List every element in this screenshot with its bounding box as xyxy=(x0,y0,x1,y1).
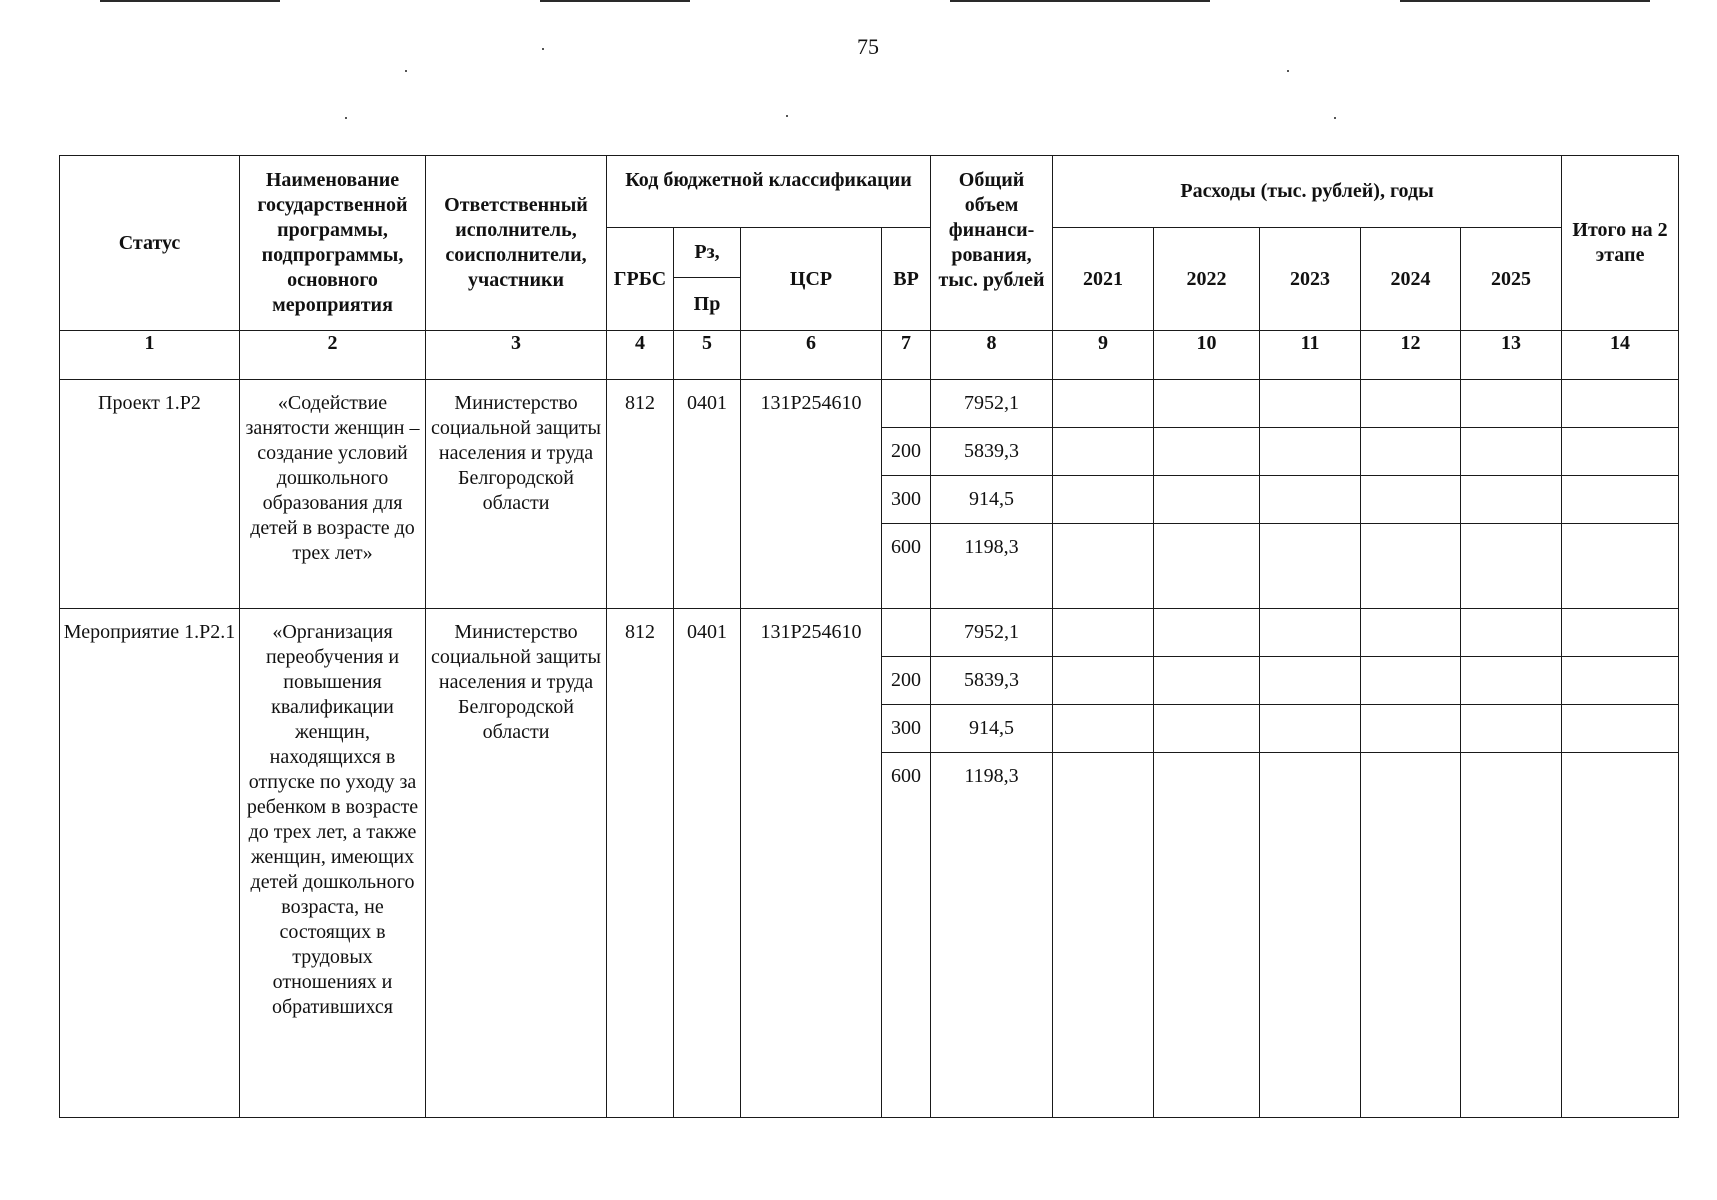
scan-edge-line xyxy=(540,0,690,2)
cell-2025 xyxy=(1461,705,1562,753)
cell-2022 xyxy=(1154,657,1260,705)
cell-2023 xyxy=(1260,380,1361,428)
page-number: 75 xyxy=(857,34,879,59)
row-amount: 914,5 xyxy=(931,476,1053,524)
row-status: Проект 1.Р2 xyxy=(60,380,240,609)
cell-2021 xyxy=(1053,657,1154,705)
header-rz-pr xyxy=(674,228,741,331)
budget-table xyxy=(59,155,1679,1118)
header-responsible: Ответственный исполнитель, соисполнители, участники xyxy=(426,156,607,331)
table-row xyxy=(60,609,1679,657)
row-csr: 131Р254610 xyxy=(741,380,882,609)
cell-stage-total xyxy=(1562,705,1679,753)
header-csr: ЦСР xyxy=(741,228,882,331)
cell-2022 xyxy=(1154,753,1260,1118)
cell-2021 xyxy=(1053,428,1154,476)
cell-2024 xyxy=(1361,524,1461,609)
cell-2025 xyxy=(1461,609,1562,657)
cell-2025 xyxy=(1461,753,1562,1118)
row-amount: 7952,1 xyxy=(931,609,1053,657)
column-number: 4 xyxy=(607,331,674,380)
row-rz-pr: 0401 xyxy=(674,609,741,1118)
header-rz: Рз, xyxy=(674,228,740,278)
scan-edge-line xyxy=(950,0,1210,2)
cell-2022 xyxy=(1154,380,1260,428)
cell-2023 xyxy=(1260,657,1361,705)
scan-edge-line xyxy=(1400,0,1650,2)
column-number: 5 xyxy=(674,331,741,380)
cell-2022 xyxy=(1154,705,1260,753)
row-amount: 914,5 xyxy=(931,705,1053,753)
cell-stage-total xyxy=(1562,753,1679,1118)
cell-2025 xyxy=(1461,380,1562,428)
cell-2023 xyxy=(1260,476,1361,524)
row-program-name: «Организация переобучения и повышения квалификации женщин, находящихся в отпуске по уходу за ребенком в возрасте до трех лет, а также женщин, имеющих детей дошкольного возраста, не состоящих в трудовых отношениях и обратившихся xyxy=(240,609,426,1118)
row-csr: 131Р254610 xyxy=(741,609,882,1118)
cell-2022 xyxy=(1154,428,1260,476)
cell-stage-total xyxy=(1562,524,1679,609)
cell-2024 xyxy=(1361,657,1461,705)
scan-speck xyxy=(786,115,788,117)
column-number: 3 xyxy=(426,331,607,380)
scan-speck xyxy=(345,117,347,119)
row-amount: 7952,1 xyxy=(931,380,1053,428)
row-responsible: Министерство социальной защиты населения и труда Белгородской области xyxy=(426,609,607,1118)
cell-2024 xyxy=(1361,428,1461,476)
header-pr: Пр xyxy=(693,292,721,315)
cell-2024 xyxy=(1361,705,1461,753)
row-program-name: «Содействие занятости женщин – создание условий дошкольного образования для детей в возрасте до трех лет» xyxy=(240,380,426,609)
row-vr: 200 xyxy=(882,428,931,476)
header-budget-code: Код бюджетной классификации xyxy=(607,156,931,228)
cell-2025 xyxy=(1461,657,1562,705)
header-row xyxy=(60,156,1679,228)
cell-2021 xyxy=(1053,380,1154,428)
scan-speck xyxy=(1287,70,1289,72)
row-vr: 300 xyxy=(882,476,931,524)
header-year-2025: 2025 xyxy=(1461,228,1562,331)
header-grbs: ГРБС xyxy=(607,228,674,331)
row-grbs: 812 xyxy=(607,380,674,609)
column-number-row xyxy=(60,331,1679,380)
header-year-2024: 2024 xyxy=(1361,228,1461,331)
header-year-2022: 2022 xyxy=(1154,228,1260,331)
header-stage-total: Итого на 2 этапе xyxy=(1562,156,1679,331)
column-number: 7 xyxy=(882,331,931,380)
row-amount: 5839,3 xyxy=(931,657,1053,705)
column-number: 12 xyxy=(1361,331,1461,380)
column-number: 10 xyxy=(1154,331,1260,380)
column-number: 14 xyxy=(1562,331,1679,380)
scan-speck xyxy=(405,70,407,72)
row-amount: 5839,3 xyxy=(931,428,1053,476)
row-vr xyxy=(882,609,931,657)
column-number: 1 xyxy=(60,331,240,380)
cell-stage-total xyxy=(1562,657,1679,705)
cell-2021 xyxy=(1053,609,1154,657)
header-program-name: Наименование государственной программы, подпрограммы, основного мероприятия xyxy=(240,156,426,331)
row-vr: 600 xyxy=(882,524,931,609)
cell-2023 xyxy=(1260,609,1361,657)
cell-2023 xyxy=(1260,753,1361,1118)
cell-2024 xyxy=(1361,609,1461,657)
header-year-2023: 2023 xyxy=(1260,228,1361,331)
row-vr: 200 xyxy=(882,657,931,705)
cell-stage-total xyxy=(1562,380,1679,428)
header-status: Статус xyxy=(60,156,240,331)
cell-2021 xyxy=(1053,476,1154,524)
cell-2024 xyxy=(1361,476,1461,524)
cell-2023 xyxy=(1260,705,1361,753)
cell-stage-total xyxy=(1562,609,1679,657)
cell-2023 xyxy=(1260,428,1361,476)
cell-2025 xyxy=(1461,524,1562,609)
row-vr: 600 xyxy=(882,753,931,1118)
row-status: Мероприятие 1.Р2.1 xyxy=(60,609,240,1118)
cell-stage-total xyxy=(1562,428,1679,476)
row-responsible: Министерство социальной защиты населения и труда Белгородской области xyxy=(426,380,607,609)
scan-edge-line xyxy=(100,0,280,2)
cell-2025 xyxy=(1461,476,1562,524)
cell-2021 xyxy=(1053,705,1154,753)
cell-stage-total xyxy=(1562,476,1679,524)
column-number: 13 xyxy=(1461,331,1562,380)
scan-speck xyxy=(1334,117,1336,119)
cell-2023 xyxy=(1260,524,1361,609)
table-row xyxy=(60,380,1679,428)
cell-2022 xyxy=(1154,476,1260,524)
row-vr: 300 xyxy=(882,705,931,753)
column-number: 11 xyxy=(1260,331,1361,380)
cell-2024 xyxy=(1361,753,1461,1118)
column-number: 2 xyxy=(240,331,426,380)
cell-2022 xyxy=(1154,609,1260,657)
cell-2022 xyxy=(1154,524,1260,609)
header-total-volume: Общий объем финанси-рования, тыс. рублей xyxy=(931,156,1053,331)
row-amount: 1198,3 xyxy=(931,753,1053,1118)
cell-2021 xyxy=(1053,524,1154,609)
column-number: 8 xyxy=(931,331,1053,380)
header-vr: ВР xyxy=(882,228,931,331)
row-vr xyxy=(882,380,931,428)
cell-2021 xyxy=(1053,753,1154,1118)
row-rz-pr: 0401 xyxy=(674,380,741,609)
cell-2025 xyxy=(1461,428,1562,476)
row-amount: 1198,3 xyxy=(931,524,1053,609)
column-number: 9 xyxy=(1053,331,1154,380)
row-grbs: 812 xyxy=(607,609,674,1118)
header-year-2021: 2021 xyxy=(1053,228,1154,331)
cell-2024 xyxy=(1361,380,1461,428)
column-number: 6 xyxy=(741,331,882,380)
header-expenses: Расходы (тыс. рублей), годы xyxy=(1053,156,1562,228)
